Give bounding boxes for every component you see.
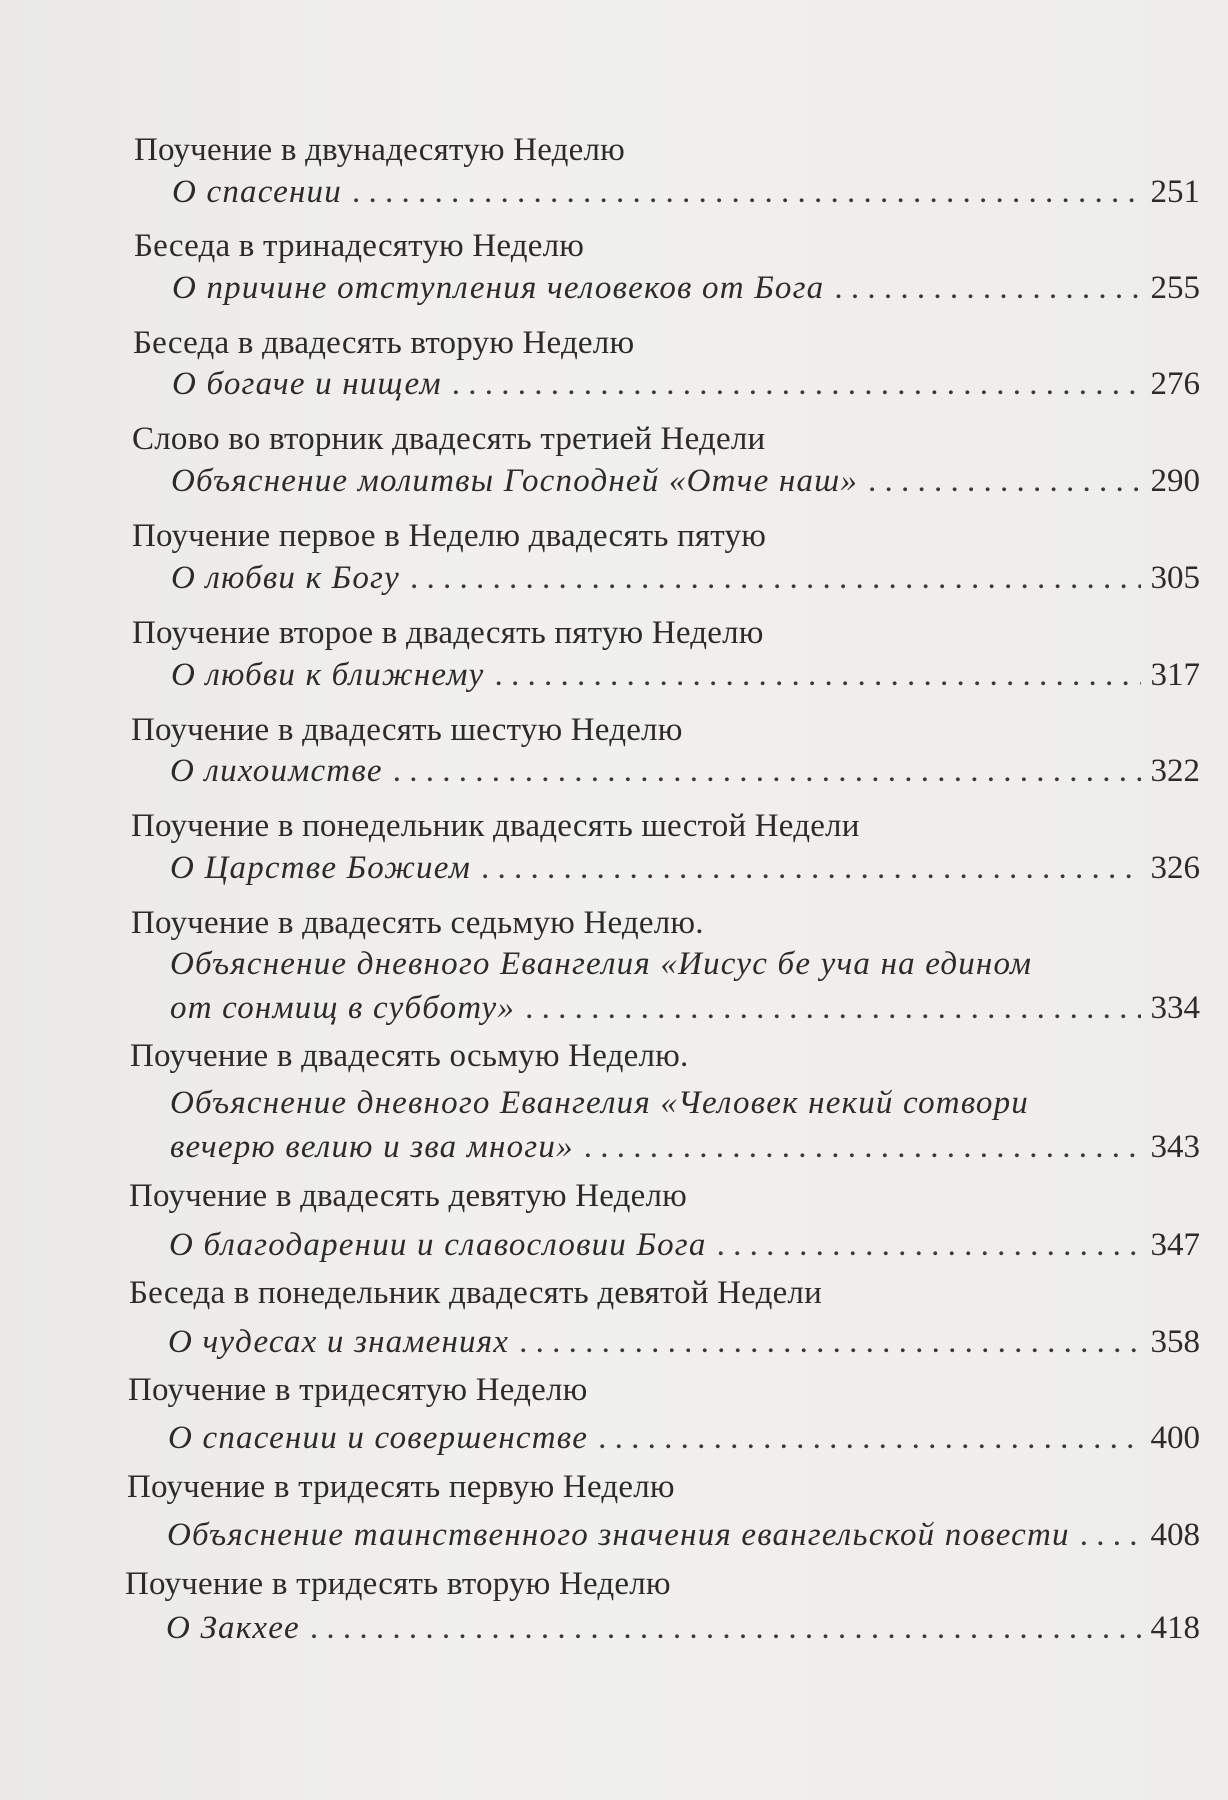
dot-leader: [310, 1608, 1141, 1648]
toc-entry-subtitle-line: [168, 1418, 1200, 1458]
page-number: 305: [1150, 560, 1200, 596]
page-number: 358: [1150, 1324, 1200, 1360]
toc-entry-heading: Поучение первое в Неделю двадесять пятую: [132, 518, 767, 554]
toc-entry-heading: Поучение в двадесять осьмую Неделю.: [130, 1038, 689, 1074]
toc-entry-subtitle-line: [168, 1322, 1200, 1362]
toc-entry-heading: Поучение в двадесять седьмую Неделю.: [131, 905, 704, 941]
toc-entry-subtitle-line: [171, 461, 1200, 501]
toc-entry-subtitle: О причине отступления человеков от Бога: [172, 270, 825, 306]
toc-entry-subtitle-line: [166, 1608, 1200, 1648]
toc-entry-subtitle: О любви к Богу: [171, 560, 400, 596]
page-number: 343: [1150, 1129, 1200, 1165]
toc-entry-subtitle: О чудесах и знамениях: [168, 1324, 510, 1360]
dot-leader: [834, 268, 1140, 308]
toc-entry-heading: Поучение второе в двадесять пятую Неделю: [132, 615, 764, 651]
toc-entry-subtitle: Объяснение таинственного значения евангельской повести: [167, 1517, 1070, 1553]
toc-entry-subtitle: О Закхее: [166, 1610, 300, 1646]
toc-entry-subtitle: Объяснение дневного Евангелия «Человек некий сотвори: [170, 1085, 1030, 1121]
toc-entry-subtitle: О лихоимстве: [170, 753, 383, 789]
page-number: 418: [1150, 1610, 1200, 1646]
toc-entry-subtitle: О богаче и нищем: [172, 366, 442, 402]
toc-entry-heading: Беседа в тринадесятую Неделю: [134, 228, 585, 264]
page-number: 290: [1150, 463, 1200, 499]
toc-entry-heading: Поучение в двадесять шестую Неделю: [131, 712, 683, 748]
dot-leader: [410, 558, 1141, 598]
toc-entry-subtitle: О Царстве Божием: [170, 850, 472, 886]
page-number: 317: [1150, 657, 1200, 693]
toc-entry-subtitle-line: [170, 751, 1200, 791]
toc-entry-subtitle-line: [170, 988, 1200, 1028]
toc-entry-heading: Поучение в понедельник двадесять шестой Недели: [131, 808, 860, 844]
toc-entry-subtitle-line: [172, 172, 1200, 212]
dot-leader: [868, 461, 1140, 501]
toc-entry-subtitle-line: [169, 1225, 1200, 1265]
dot-leader: [352, 172, 1141, 212]
toc-entry-heading: Поучение в двадесять девятую Неделю: [129, 1178, 688, 1214]
toc-entry-heading: Поучение в тридесять вторую Неделю: [125, 1566, 671, 1602]
page-number: 251: [1150, 174, 1200, 210]
toc-entry-heading: Слово во вторник двадесять третией Недели: [132, 421, 766, 457]
toc-entry-subtitle: Объяснение молитвы Господней «Отче наш»: [171, 463, 859, 499]
dot-leader: [393, 751, 1141, 791]
toc-entry-heading: Беседа в двадесять вторую Неделю: [133, 325, 635, 361]
toc-entry-subtitle: О спасении: [172, 174, 342, 210]
page-number: 276: [1150, 366, 1200, 402]
page-number: 326: [1150, 850, 1200, 886]
toc-entry-subtitle-line: [172, 364, 1200, 404]
toc-entry-subtitle-line: [171, 655, 1200, 695]
dot-leader: [717, 1225, 1141, 1265]
dot-leader: [452, 364, 1141, 404]
dot-leader: [525, 988, 1140, 1028]
toc-entry-subtitle-line: [172, 268, 1200, 308]
toc-entry-subtitle-line: [167, 1515, 1200, 1555]
toc-entry-heading: Поучение в двунадесятую Неделю: [134, 132, 625, 168]
toc-entry-subtitle: вечерю велию и зва многи»: [170, 1129, 574, 1165]
toc-entry-subtitle: Объяснение дневного Евангелия «Иисус бе уча на едином: [170, 946, 1033, 982]
page-number: 322: [1150, 753, 1200, 789]
toc-entry-subtitle: О спасении и совершенстве: [168, 1420, 589, 1456]
page-number: 408: [1150, 1517, 1200, 1553]
toc-entry-subtitle: О благодарении и славословии Бога: [169, 1227, 707, 1263]
dot-leader: [481, 848, 1140, 888]
toc-entry-heading: Беседа в понедельник двадесять девятой Недели: [129, 1275, 822, 1311]
dot-leader: [1080, 1515, 1141, 1555]
page-number: 334: [1150, 990, 1200, 1026]
toc-entry-subtitle-line: [170, 1127, 1200, 1167]
page-number: 255: [1150, 270, 1200, 306]
toc-entry-subtitle: от сонмищ в субботу»: [170, 990, 516, 1026]
dot-leader: [584, 1127, 1141, 1167]
page-number: 347: [1150, 1227, 1200, 1263]
dot-leader: [598, 1418, 1140, 1458]
toc-entry-subtitle-line: [170, 848, 1200, 888]
toc-entry-heading: Поучение в тридесятую Неделю: [128, 1372, 588, 1408]
dot-leader: [519, 1322, 1140, 1362]
dot-leader: [495, 655, 1141, 695]
toc-entry-subtitle-line: [171, 558, 1200, 598]
toc-entry-heading: Поучение в тридесять первую Неделю: [127, 1469, 675, 1505]
page-number: 400: [1150, 1420, 1200, 1456]
toc-entry-subtitle: О любви к ближнему: [171, 657, 485, 693]
